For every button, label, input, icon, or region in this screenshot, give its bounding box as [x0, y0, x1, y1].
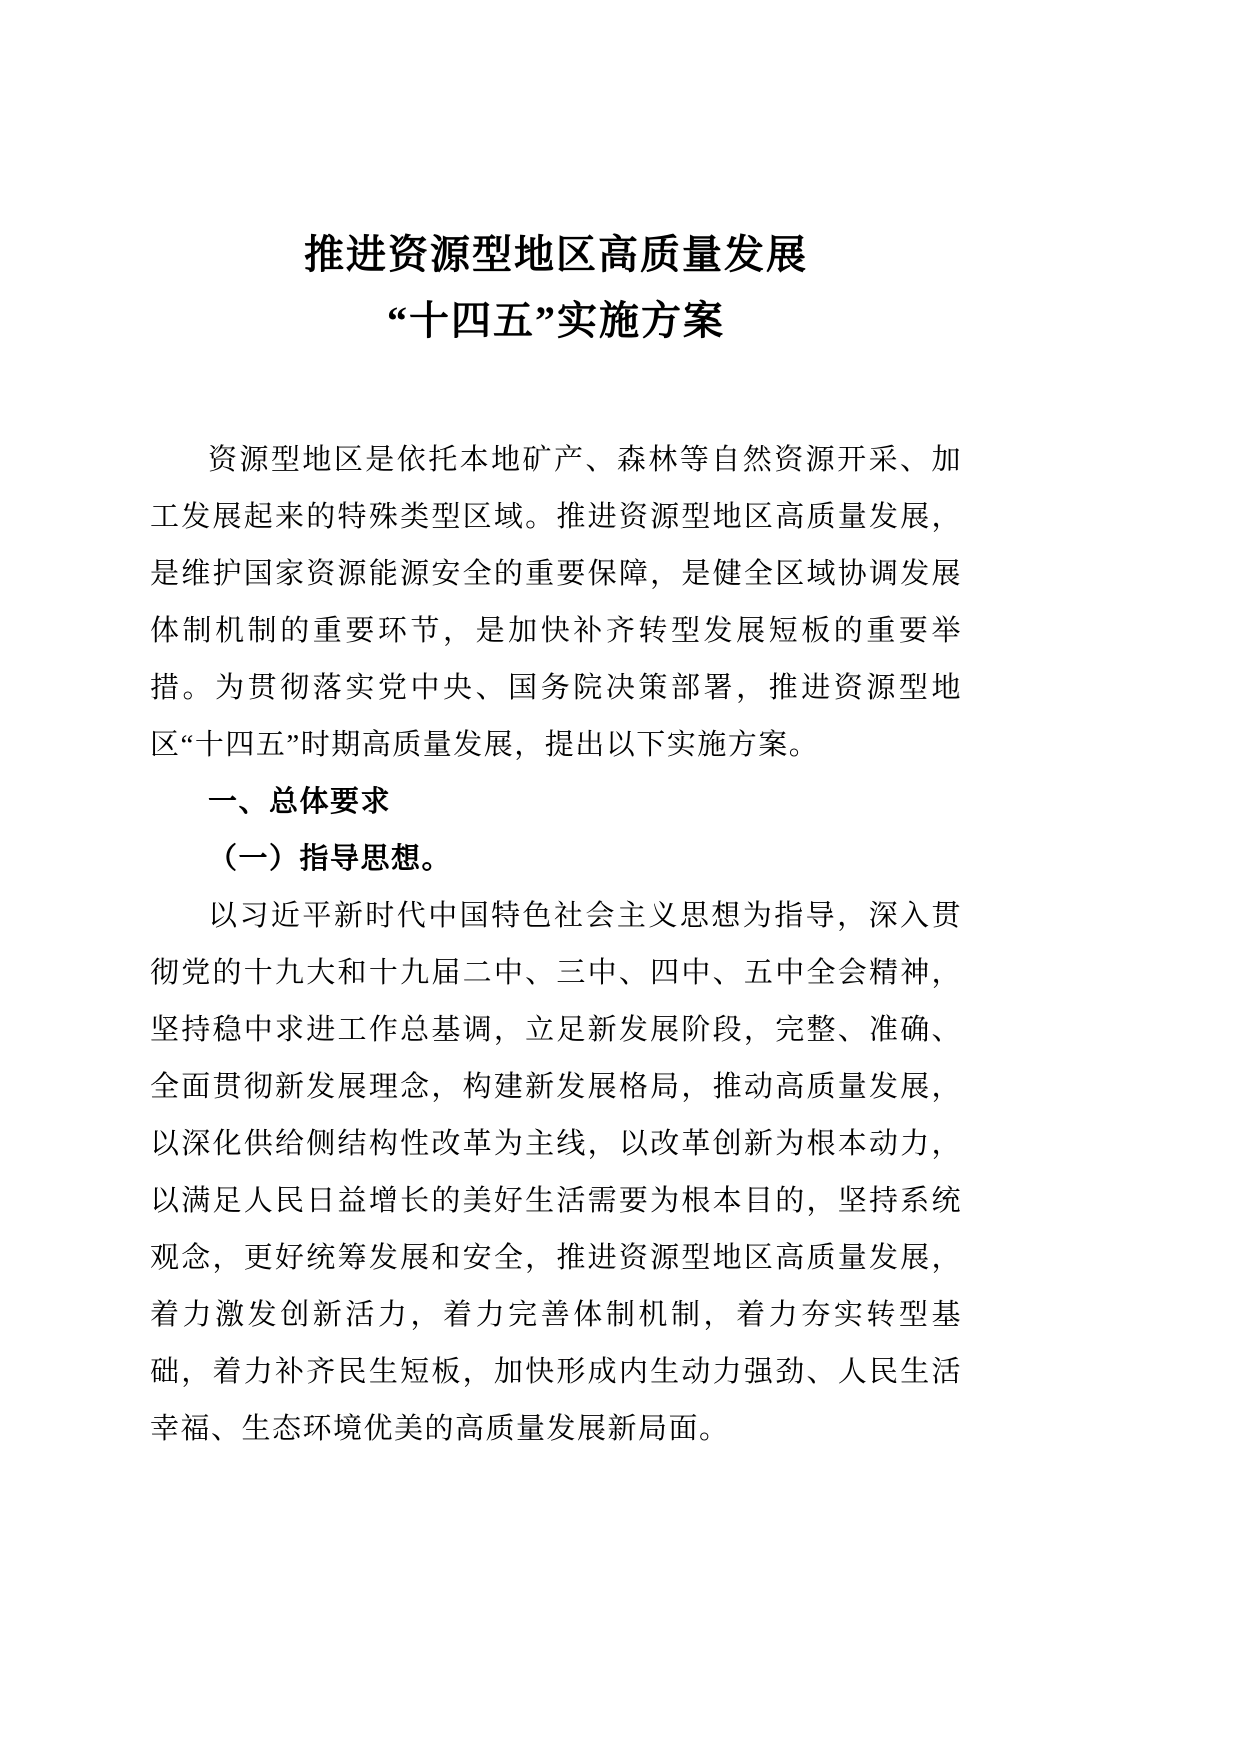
- section-1-heading: 一、总体要求: [208, 786, 392, 818]
- document-title: [150, 222, 962, 354]
- section-1-subsection-1-heading: （一）指导思想。: [208, 843, 453, 875]
- document-body: [150, 432, 962, 1458]
- document-title-line-1: 推进资源型地区高质量发展: [304, 232, 808, 277]
- intro-paragraph: 资源型地区是依托本地矿产、森林等自然资源开采、加工发展起来的特殊类型区域。推进资源型地区高质量发展，是维护国家资源能源安全的重要保障，是健全区域协调发展体制机制的重要环节，是加快补齐转型发展短板的重要举措。为贯彻落实党中央、国务院决策部署，推进资源型地区“十四五”时期高质量发展，提出以下实施方案。: [150, 444, 962, 761]
- section-1-subsection-1-body: 以习近平新时代中国特色社会主义思想为指导，深入贯彻党的十九大和十九届二中、三中、四中、五中全会精神，坚持稳中求进工作总基调，立足新发展阶段，完整、准确、全面贯彻新发展理念，构建新发展格局，推动高质量发展，以深化供给侧结构性改革为主线，以改革创新为根本动力，以满足人民日益增长的美好生活需要为根本目的，坚持系统观念，更好统筹发展和安全，推进资源型地区高质量发展，着力激发创新活力，着力完善体制机制，着力夯实转型基础，着力补齐民生短板，加快形成内生动力强劲、人民生活幸福、生态环境优美的高质量发展新局面。: [150, 900, 962, 1445]
- document-title-line-2: “十四五”实施方案: [387, 298, 725, 343]
